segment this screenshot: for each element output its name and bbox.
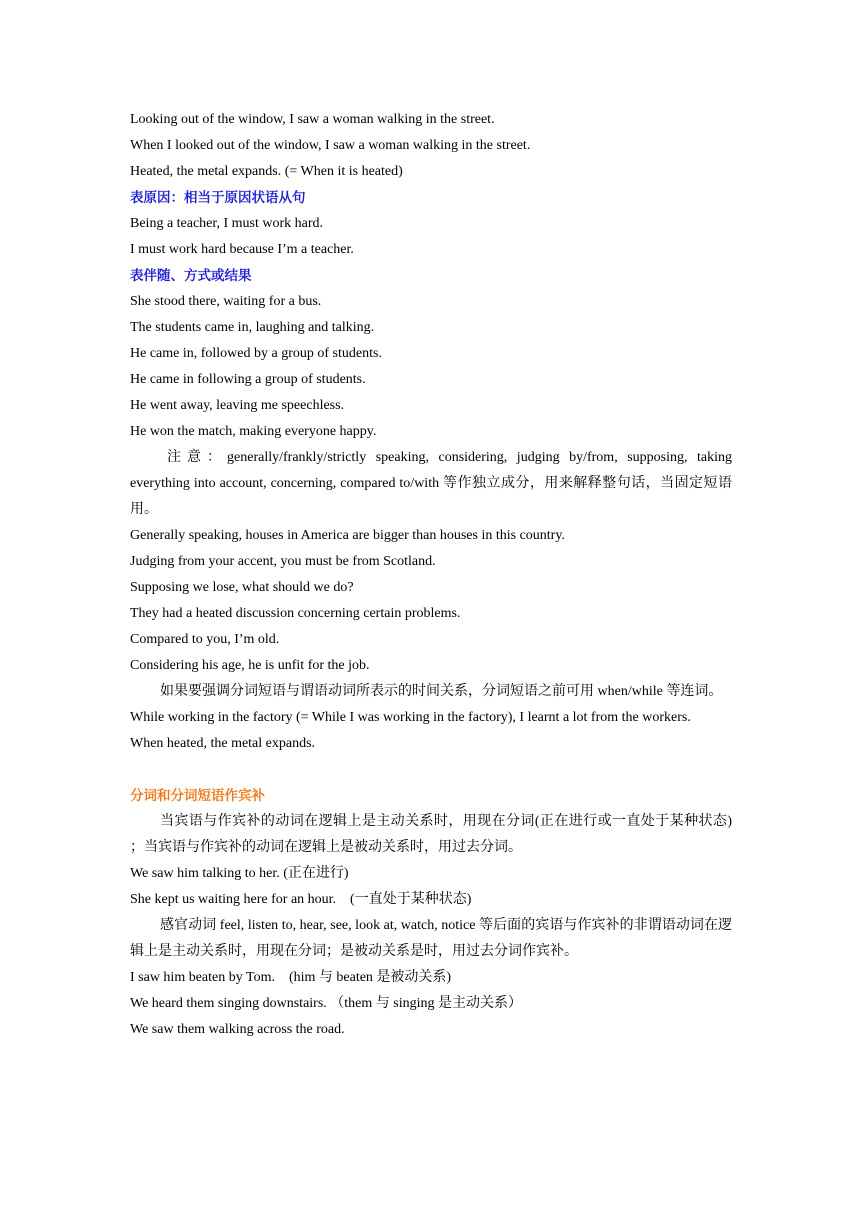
complement-paragraph: 当宾语与作宾补的动词在逻辑上是主动关系时，用现在分词(正在进行或一直处于某种状态) ；当宾语与作宾补的动词在逻辑上是被动关系时，用过去分词。 [130,814,732,855]
example-sentence: When heated, the metal expands. [130,736,316,751]
example-sentence: He went away, leaving me speechless. [130,398,345,413]
note-paragraph: 注意：generally/frankly/strictly speaking, considering, judging by/from, supposing, taking everything into account, concerning, compared to/with 等作独立成分，用来解释整句话，当固定短语用。 [130,450,732,517]
example-sentence: He came in following a group of students. [130,372,366,387]
example-sentence: Supposing we lose, what should we do? [130,580,354,595]
blank-line [130,757,732,783]
example-sentence: She stood there, waiting for a bus. [130,294,322,309]
example-sentence: He came in, followed by a group of students. [130,346,382,361]
example-sentence: Looking out of the window, I saw a woman walking in the street. [130,112,495,127]
example-sentence: I saw him beaten by Tom. (him 与 beaten 是被动关系) [130,970,452,985]
example-sentence: He won the match, making everyone happy. [130,424,377,439]
section-heading-reason: 表原因：相当于原因状语从句 [130,190,306,206]
example-sentence: Heated, the metal expands. (= When it is heated) [130,164,403,179]
example-sentence: When I looked out of the window, I saw a woman walking in the street. [130,138,531,153]
section-heading-complement: 分词和分词短语作宾补 [130,788,265,804]
example-sentence: Generally speaking, houses in America are bigger than houses in this country. [130,528,565,543]
example-sentence: We saw them walking across the road. [130,1022,345,1037]
document-body [130,107,732,1043]
example-sentence: They had a heated discussion concerning certain problems. [130,606,461,621]
time-relation-paragraph: 如果要强调分词短语与谓语动词所表示的时间关系，分词短语之前可用 when/while 等连词。 [160,684,723,699]
example-paragraph: While working in the factory (= While I was working in the factory), I learnt a lot from the workers. [130,710,691,725]
example-sentence: The students came in, laughing and talking. [130,320,375,335]
example-sentence: Compared to you, I’m old. [130,632,280,647]
example-sentence: Considering his age, he is unfit for the job. [130,658,370,673]
example-sentence: I must work hard because I’m a teacher. [130,242,354,257]
example-sentence: We saw him talking to her. (正在进行) [130,866,349,881]
example-sentence: We heard them singing downstairs. （them 与 singing 是主动关系） [130,996,522,1011]
sense-verb-paragraph: 感官动词 feel, listen to, hear, see, look at, watch, notice 等后面的宾语与作宾补的非谓语动词在逻辑上是主动关系时，用现在分词；是被动关系是时，用过去分词作宾补。 [130,918,732,959]
example-sentence: Being a teacher, I must work hard. [130,216,324,231]
example-sentence: Judging from your accent, you must be from Scotland. [130,554,436,569]
section-heading-accompany: 表伴随、方式或结果 [130,268,252,284]
example-sentence: She kept us waiting here for an hour. (一直处于某种状态) [130,892,472,907]
